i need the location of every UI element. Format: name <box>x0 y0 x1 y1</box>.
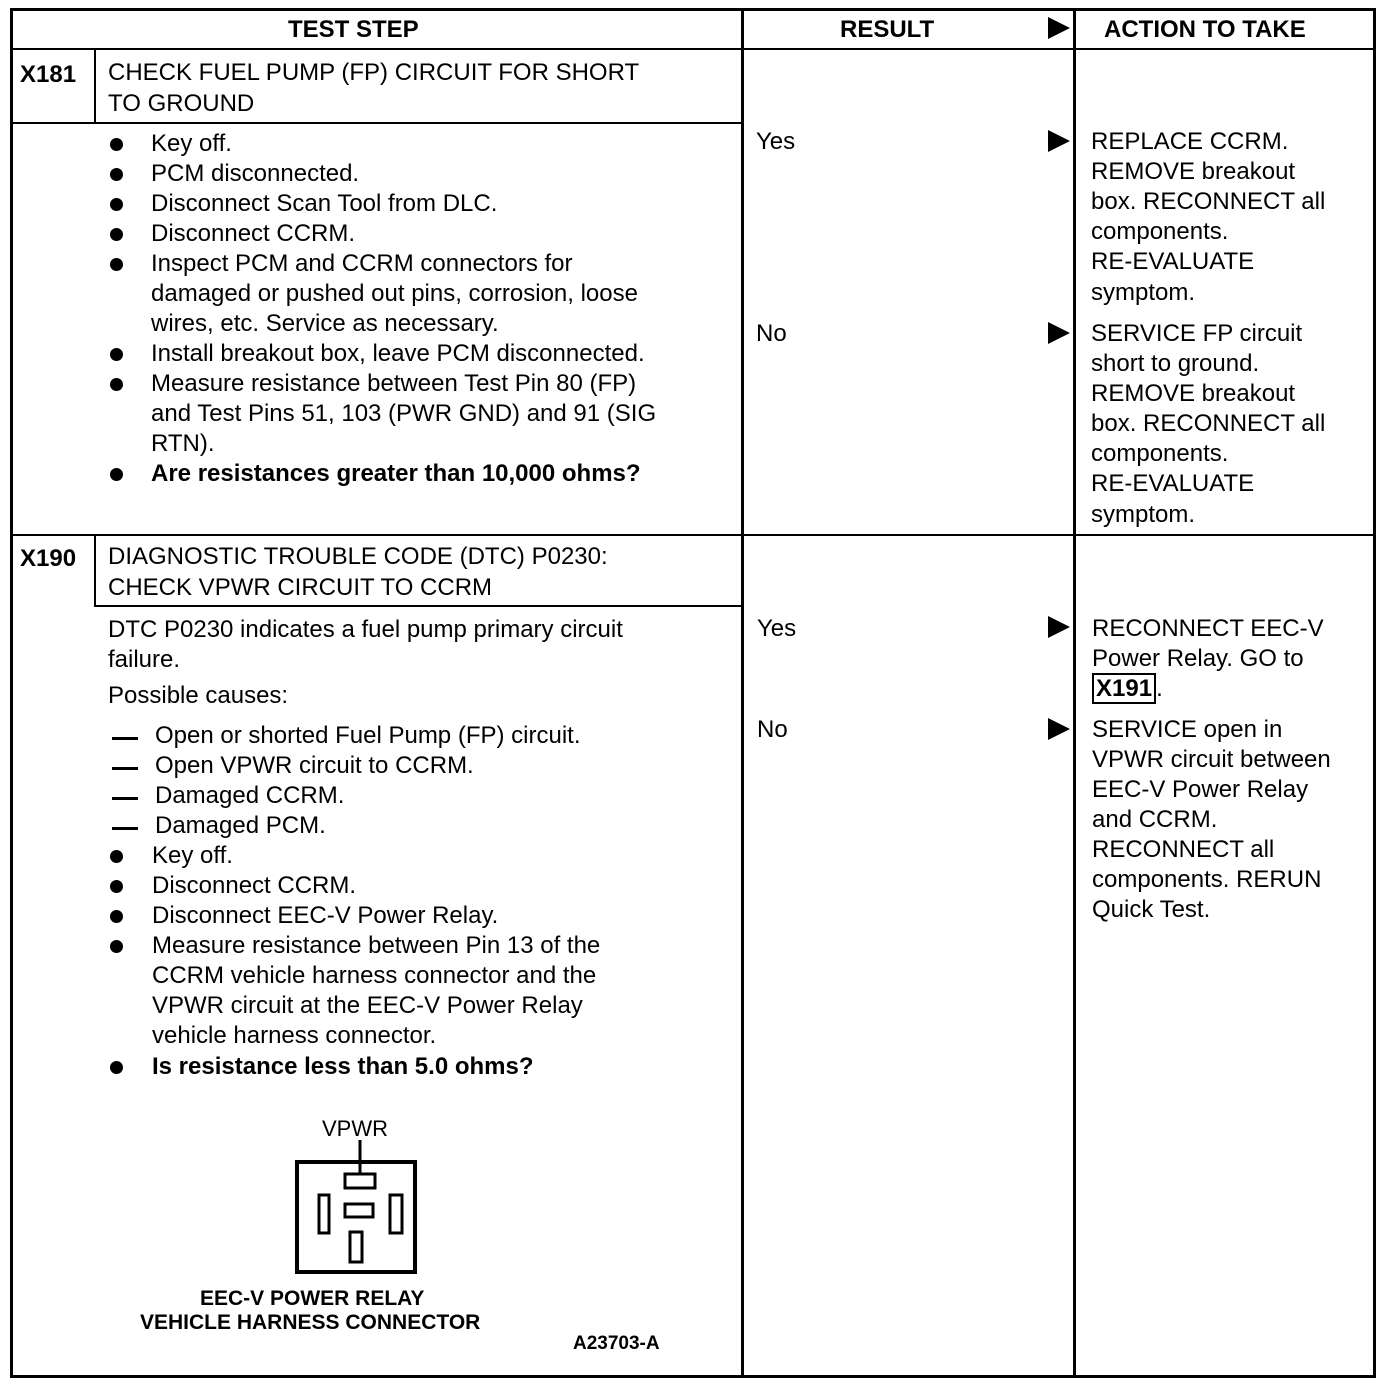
x190-result-yes: Yes <box>757 615 797 642</box>
x190-action-no-6: components. RERUN <box>1092 866 1322 893</box>
x190-action-no-3: EEC-V Power Relay <box>1092 776 1309 803</box>
column-divider-action <box>1073 8 1076 1378</box>
x190-action-no-1: SERVICE open in <box>1092 716 1283 743</box>
x181-title-line-1: CHECK FUEL PUMP (FP) CIRCUIT FOR SHORT <box>108 59 640 86</box>
x181-action-yes-3: box. RECONNECT all <box>1091 188 1326 215</box>
x181-id-divider <box>94 48 96 124</box>
header-result: RESULT <box>840 16 935 43</box>
arrow-right-icon <box>1048 130 1070 152</box>
x190-result-no: No <box>757 716 788 743</box>
x190-action-no-5: RECONNECT all <box>1092 836 1275 863</box>
x181-action-yes-6: symptom. <box>1091 279 1196 306</box>
x190-title-bottom <box>94 605 743 607</box>
x190-bullet-4-line-4: vehicle harness connector. <box>152 1022 437 1049</box>
table-top-border <box>10 8 1376 11</box>
x190-id-divider <box>94 534 96 607</box>
x181-title-line-2: TO GROUND <box>108 90 255 117</box>
x190-cause-4: Damaged PCM. <box>155 812 326 839</box>
figure-caption-line-2: VEHICLE HARNESS CONNECTOR <box>140 1311 481 1334</box>
x190-action-no-7: Quick Test. <box>1092 896 1211 923</box>
dash-icon <box>112 737 138 740</box>
bullet-icon <box>110 850 123 863</box>
x181-bullet-5-line-1: Inspect PCM and CCRM connectors for <box>151 250 573 277</box>
x190-title-line-2: CHECK VPWR CIRCUIT TO CCRM <box>108 574 493 601</box>
x190-step-id: X190 <box>20 545 77 572</box>
x181-bullet-6: Install breakout box, leave PCM disconnected. <box>151 340 645 367</box>
x181-action-yes-5: RE-EVALUATE <box>1091 248 1255 275</box>
x190-bullet-4-line-1: Measure resistance between Pin 13 of the <box>152 932 601 959</box>
figure-caption-line-1: EEC-V POWER RELAY <box>200 1287 425 1310</box>
arrow-right-icon <box>1048 718 1070 740</box>
bullet-icon <box>110 228 123 241</box>
dash-icon <box>112 767 138 770</box>
x190-action-yes-period: . <box>1156 675 1163 702</box>
x190-cause-2: Open VPWR circuit to CCRM. <box>155 752 474 779</box>
x181-bullet-3: Disconnect Scan Tool from DLC. <box>151 190 498 217</box>
arrow-right-icon <box>1048 322 1070 344</box>
x181-action-no-4: box. RECONNECT all <box>1091 410 1326 437</box>
header-test-step: TEST STEP <box>288 16 419 43</box>
bullet-icon <box>110 940 123 953</box>
bullet-icon <box>110 880 123 893</box>
x181-bullet-5-line-2: damaged or pushed out pins, corrosion, loose <box>151 280 638 307</box>
x181-action-no-3: REMOVE breakout <box>1091 380 1296 407</box>
x190-intro-line-1: DTC P0230 indicates a fuel pump primary circuit <box>108 616 623 643</box>
header-arrow-icon <box>1048 17 1070 39</box>
x181-action-no-1: SERVICE FP circuit <box>1091 320 1303 347</box>
x181-bullet-7-line-1: Measure resistance between Test Pin 80 (FP) <box>151 370 637 397</box>
left-pin <box>319 1195 329 1233</box>
vpwr-pin <box>345 1174 375 1188</box>
x181-title-bottom <box>10 122 743 124</box>
bullet-icon <box>110 168 123 181</box>
center-pin <box>345 1204 373 1217</box>
column-divider-result <box>741 8 744 1378</box>
x190-action-no-2: VPWR circuit between <box>1092 746 1331 773</box>
bullet-icon <box>110 258 123 271</box>
x181-action-no-2: short to ground. <box>1091 350 1260 377</box>
header-action: ACTION TO TAKE <box>1104 16 1306 43</box>
x181-action-yes-2: REMOVE breakout <box>1091 158 1296 185</box>
x181-action-no-6: RE-EVALUATE <box>1091 470 1255 497</box>
x181-action-yes-4: components. <box>1091 218 1229 245</box>
goto-x191-link[interactable]: X191 <box>1092 673 1156 704</box>
dash-icon <box>112 797 138 800</box>
x181-bullet-7-line-3: RTN). <box>151 430 215 457</box>
x181-bullet-7-line-2: and Test Pins 51, 103 (PWR GND) and 91 (SIG <box>151 400 657 427</box>
header-divider <box>10 48 1376 50</box>
dash-icon <box>112 827 138 830</box>
bullet-icon <box>110 468 123 481</box>
x181-action-yes-1: REPLACE CCRM. <box>1091 128 1289 155</box>
x181-bullet-1: Key off. <box>151 130 232 157</box>
x190-title-line-1: DIAGNOSTIC TROUBLE CODE (DTC) P0230: <box>108 543 608 570</box>
arrow-right-icon <box>1048 616 1070 638</box>
x190-bullet-3: Disconnect EEC-V Power Relay. <box>152 902 499 929</box>
x190-action-yes-2: Power Relay. GO to <box>1092 645 1304 672</box>
bullet-icon <box>110 378 123 391</box>
bullet-icon <box>110 138 123 151</box>
x190-bullet-5-question: Is resistance less than 5.0 ohms? <box>152 1053 534 1080</box>
step-divider <box>10 534 1376 536</box>
x190-bullet-4-line-2: CCRM vehicle harness connector and the <box>152 962 597 989</box>
bullet-icon <box>110 1061 123 1074</box>
x190-bullet-4-line-3: VPWR circuit at the EEC-V Power Relay <box>152 992 583 1019</box>
x190-intro-line-2: failure. <box>108 646 181 673</box>
x190-action-no-4: and CCRM. <box>1092 806 1218 833</box>
x190-possible-causes-label: Possible causes: <box>108 682 289 709</box>
x181-action-no-7: symptom. <box>1091 501 1196 528</box>
x190-action-yes-3 <box>1092 674 1163 704</box>
x181-bullet-4: Disconnect CCRM. <box>151 220 356 247</box>
vpwr-label: VPWR <box>322 1116 388 1141</box>
x181-result-no: No <box>756 320 787 347</box>
table-right-border <box>1373 8 1376 1378</box>
relay-connector-diagram <box>290 1140 422 1278</box>
bullet-icon <box>110 348 123 361</box>
x181-bullet-2: PCM disconnected. <box>151 160 360 187</box>
bullet-icon <box>110 910 123 923</box>
figure-reference: A23703-A <box>573 1333 660 1354</box>
x181-action-no-5: components. <box>1091 440 1229 467</box>
bullet-icon <box>110 198 123 211</box>
x190-cause-1: Open or shorted Fuel Pump (FP) circuit. <box>155 722 581 749</box>
bottom-pin <box>350 1232 362 1262</box>
x190-action-yes-1: RECONNECT EEC-V <box>1092 615 1324 642</box>
x181-step-id: X181 <box>20 61 77 88</box>
table-bottom-border <box>10 1375 1376 1378</box>
right-pin <box>390 1195 402 1233</box>
x190-cause-3: Damaged CCRM. <box>155 782 345 809</box>
x181-result-yes: Yes <box>756 128 796 155</box>
table-left-border <box>10 8 13 1378</box>
x181-bullet-8-question: Are resistances greater than 10,000 ohms? <box>151 460 641 487</box>
x190-bullet-2: Disconnect CCRM. <box>152 872 357 899</box>
x181-bullet-5-line-3: wires, etc. Service as necessary. <box>151 310 499 337</box>
x190-bullet-1: Key off. <box>152 842 233 869</box>
